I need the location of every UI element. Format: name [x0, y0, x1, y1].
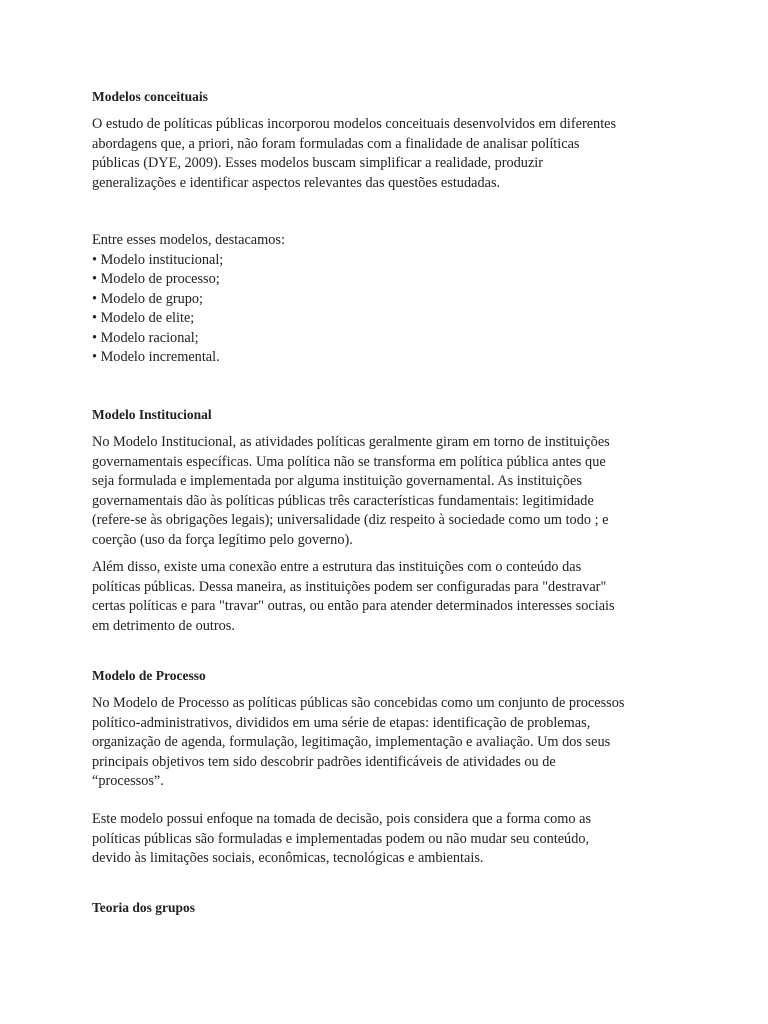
text-line: (refere-se às obrigações legais); universalidade (diz respeito à sociedade como um todo ; e [92, 512, 609, 528]
list-item: • Modelo de elite; [92, 310, 195, 326]
text-line: No Modelo de Processo as políticas públicas são concebidas como um conjunto de processos [92, 695, 625, 711]
text-line: coerção (uso da força legítimo pelo governo). [92, 531, 353, 548]
heading-teoria-grupos: Teoria dos grupos [92, 900, 196, 915]
paragraph-modelos-conceituais [92, 115, 682, 193]
text-line: O estudo de políticas públicas incorporou modelos conceituais desenvolvidos em diferentes [92, 116, 617, 132]
text-line: devido às limitações sociais, econômicas, tecnológicas e ambientais. [92, 850, 484, 866]
paragraph-processo-1 [92, 694, 682, 792]
list-intro: Entre esses modelos, destacamos: [92, 232, 285, 248]
text-line: generalizações e identificar aspectos relevantes das questões estudadas. [92, 174, 501, 191]
heading-modelos-conceituais: Modelos conceituais [92, 89, 208, 104]
paragraph-institucional-2 [92, 558, 682, 636]
list-item: • Modelo incremental. [92, 349, 220, 365]
text-line: político-administrativos, divididos em uma série de etapas: identificação de problemas, [92, 714, 591, 731]
text-line: “processos”. [92, 773, 164, 789]
list-item: • Modelo de processo; [92, 271, 220, 287]
heading-modelo-institucional: Modelo Institucional [92, 407, 212, 422]
list-item: • Modelo de grupo; [92, 290, 204, 307]
text-line: abordagens que, a priori, não foram formuladas com a finalidade de analisar políticas [92, 135, 580, 152]
text-line: seja formulada e implementada por alguma instituição governamental. As instituições [92, 473, 582, 489]
text-line: políticas públicas são formuladas e implementadas podem ou não mudar seu conteúdo, [92, 830, 590, 847]
text-line: principais objetivos tem sido descobrir padrões identificáveis de atividades ou de [92, 753, 556, 770]
list-item: • Modelo institucional; [92, 251, 224, 268]
heading-modelo-processo: Modelo de Processo [92, 668, 206, 683]
text-line: No Modelo Institucional, as atividades políticas geralmente giram em torno de instituições [92, 434, 610, 450]
text-line: Este modelo possui enfoque na tomada de decisão, pois considera que a forma como as [92, 811, 592, 827]
text-line: em detrimento de outros. [92, 617, 235, 634]
text-line: certas políticas e para "travar" outras, ou então para atender determinados interesses sociais [92, 598, 615, 614]
text-line: governamentais específicas. Uma política não se transforma em política pública antes que [92, 453, 606, 470]
text-line: organização de agenda, formulação, legitimação, implementação e avaliação. Um dos seus [92, 734, 611, 750]
paragraph-institucional-1 [92, 433, 682, 550]
models-list [92, 231, 682, 368]
paragraph-processo-2 [92, 810, 682, 869]
text-line: públicas (DYE, 2009). Esses modelos buscam simplificar a realidade, produzir [92, 155, 544, 171]
text-line: Além disso, existe uma conexão entre a estrutura das instituições com o conteúdo das [92, 559, 582, 575]
text-line: políticas públicas. Dessa maneira, as instituições podem ser configuradas para "destravar" [92, 578, 607, 595]
list-item: • Modelo racional; [92, 329, 199, 346]
text-line: governamentais dão às políticas públicas três características fundamentais: legitimidade [92, 492, 594, 509]
